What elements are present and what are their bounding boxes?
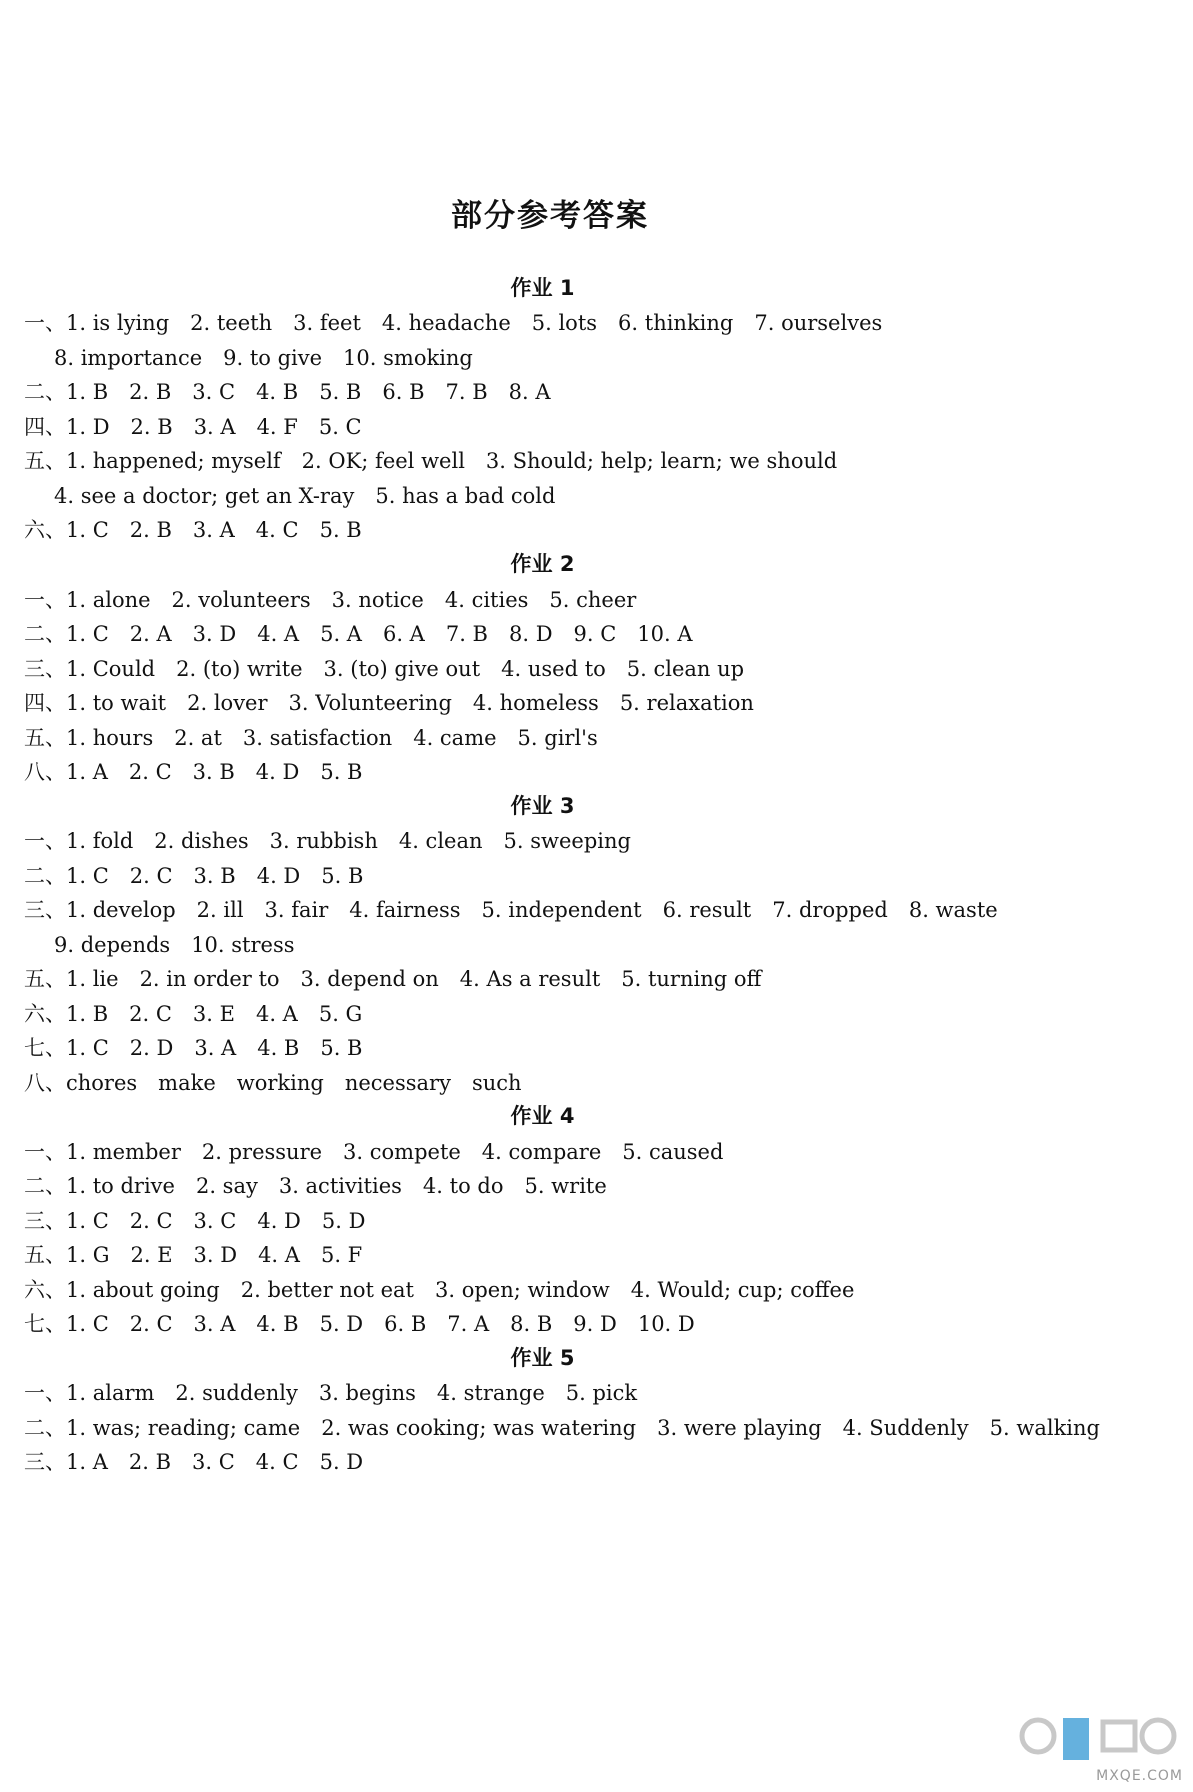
answer-line: 五、1. lie 2. in order to 3. depend on 4. As a result 5. turning off	[24, 967, 762, 991]
section-heading-5: 作业 5	[510, 1346, 575, 1370]
section-heading-2: 作业 2	[510, 552, 575, 576]
answer-line: 七、1. C 2. D 3. A 4. B 5. B	[24, 1036, 363, 1060]
answer-line: 六、1. about going 2. better not eat 3. open; window 4. Would; cup; coffee	[24, 1278, 855, 1302]
answer-line: 一、1. alarm 2. suddenly 3. begins 4. strange 5. pick	[24, 1381, 638, 1405]
answer-line: 三、1. Could 2. (to) write 3. (to) give out 4. used to 5. clean up	[24, 657, 745, 681]
answer-line: 八、chores make working necessary such	[24, 1071, 522, 1095]
answer-line: 8. importance 9. to give 10. smoking	[54, 346, 473, 370]
answer-line: 七、1. C 2. C 3. A 4. B 5. D 6. B 7. A 8. B 9. D 10. D	[24, 1312, 695, 1336]
answer-line: 六、1. B 2. C 3. E 4. A 5. G	[24, 1002, 363, 1026]
answer-line: 一、1. alone 2. volunteers 3. notice 4. cities 5. cheer	[24, 588, 637, 612]
answer-line: 4. see a doctor; get an X-ray 5. has a bad cold	[54, 484, 556, 508]
answer-line: 六、1. C 2. B 3. A 4. C 5. B	[24, 518, 362, 542]
answer-line: 四、1. to wait 2. lover 3. Volunteering 4. homeless 5. relaxation	[24, 691, 754, 715]
answer-line: 三、1. A 2. B 3. C 4. C 5. D	[24, 1450, 364, 1474]
section-heading-3: 作业 3	[510, 794, 575, 818]
answer-line: 五、1. happened; myself 2. OK; feel well 3. Should; help; learn; we should	[24, 449, 838, 473]
answer-line: 二、1. B 2. B 3. C 4. B 5. B 6. B 7. B 8. A	[24, 380, 551, 404]
answer-line: 三、1. C 2. C 3. C 4. D 5. D	[24, 1209, 366, 1233]
answer-line: 五、1. G 2. E 3. D 4. A 5. F	[24, 1243, 363, 1267]
answer-line: 三、1. develop 2. ill 3. fair 4. fairness 5. independent 6. result 7. dropped 8. waste	[24, 898, 998, 922]
answer-line: 二、1. to drive 2. say 3. activities 4. to do 5. write	[24, 1174, 607, 1198]
answer-line: 二、1. was; reading; came 2. was cooking; was watering 3. were playing 4. Suddenly 5. walking	[24, 1416, 1100, 1440]
answer-line: 二、1. C 2. A 3. D 4. A 5. A 6. A 7. B 8. D 9. C 10. A	[24, 622, 693, 646]
answer-line: 9. depends 10. stress	[54, 933, 295, 957]
watermark-text: MXQE.COM	[1096, 1768, 1183, 1784]
section-heading-1: 作业 1	[510, 276, 575, 300]
answer-line: 一、1. member 2. pressure 3. compete 4. compare 5. caused	[24, 1140, 724, 1164]
section-heading-4: 作业 4	[510, 1104, 575, 1128]
answer-line: 四、1. D 2. B 3. A 4. F 5. C	[24, 415, 362, 439]
page-title: 部分参考答案	[451, 198, 649, 234]
answer-line: 一、1. fold 2. dishes 3. rubbish 4. clean 5. sweeping	[24, 829, 631, 853]
answer-line: 八、1. A 2. C 3. B 4. D 5. B	[24, 760, 363, 784]
answer-line: 五、1. hours 2. at 3. satisfaction 4. came 5. girl's	[24, 726, 598, 750]
answer-line: 一、1. is lying 2. teeth 3. feet 4. headache 5. lots 6. thinking 7. ourselves	[24, 311, 883, 335]
answer-line: 二、1. C 2. C 3. B 4. D 5. B	[24, 864, 364, 888]
